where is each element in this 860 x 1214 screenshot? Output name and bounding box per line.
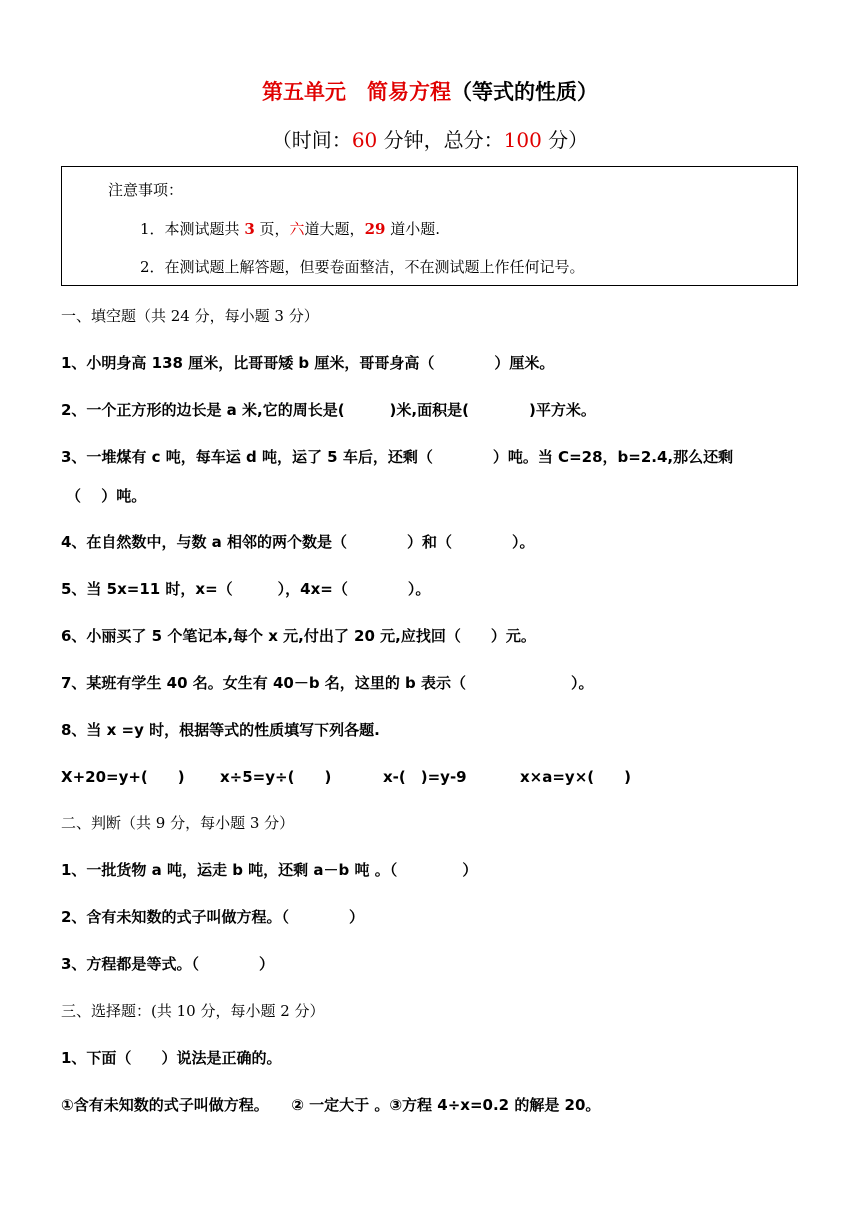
choice-1-options: ①含有未知数的式子叫做方程。 ② 一定大于 。③方程 4÷x=0.2 的解是 20。 <box>61 1096 601 1114</box>
question-6: 6、小丽买了 5 个笔记本,每个 x 元,付出了 20 元,应找回（ ）元。 <box>61 627 536 645</box>
question-8-item: x-( )=y-9 <box>383 768 467 786</box>
question-8: 8、当 x =y 时，根据等式的性质填写下列各题. <box>61 721 380 739</box>
exam-info-text: （时间： <box>271 128 352 152</box>
question-5: 5、当 5x=11 时，x=（ ），4x=（ ）。 <box>61 580 431 598</box>
exam-info <box>0 124 860 153</box>
notice-text: 道小题. <box>385 220 440 238</box>
exam-info-text: 分钟，总分： <box>377 128 504 152</box>
notice-text: 页， <box>254 220 290 238</box>
notice-item-2: 2．在测试题上解答题，但要卷面整洁，不在测试题上作任何记号。 <box>140 258 585 276</box>
page-title <box>0 76 860 106</box>
page-count: 3 <box>244 220 255 238</box>
question-8-item: x×a=y×( ) <box>520 768 631 786</box>
judge-3: 3、方程都是等式。（ ） <box>61 955 274 973</box>
question-8-item: x÷5=y÷( ) <box>220 768 332 786</box>
judge-1: 1、一批货物 a 吨，运走 b 吨，还剩 a－b 吨 。（ ） <box>61 861 478 879</box>
section-heading-2: 二、判断（共 9 分，每小题 3 分） <box>61 814 295 832</box>
question-3-cont: （ ）吨。 <box>66 487 147 505</box>
notice-box <box>61 166 798 286</box>
score-value: 100 <box>503 128 542 152</box>
question-7: 7、某班有学生 40 名。女生有 40－b 名，这里的 b 表示（ ）。 <box>61 674 594 692</box>
question-3: 3、一堆煤有 c 吨，每车运 d 吨，运了 5 车后，还剩（ ）吨。当 C=28，b=2.4,那么还剩 <box>61 448 734 466</box>
notice-text: 1．本测试题共 <box>140 220 245 238</box>
title-main: 第五单元 简易方程 <box>262 80 451 104</box>
question-2: 2、一个正方形的边长是 a 米,它的周长是( )米,面积是( )平方米。 <box>61 401 596 419</box>
section-heading-1: 一、填空题（共 24 分，每小题 3 分） <box>61 307 319 325</box>
question-count: 29 <box>364 220 386 238</box>
question-8-item: X+20=y+( ) <box>61 768 185 786</box>
question-4: 4、在自然数中，与数 a 相邻的两个数是（ ）和（ ）。 <box>61 533 535 551</box>
notice-heading: 注意事项： <box>108 181 184 199</box>
notice-item-1 <box>140 218 440 239</box>
section-count: 六 <box>289 220 305 238</box>
choice-1: 1、下面（ ）说法是正确的。 <box>61 1049 282 1067</box>
question-1: 1、小明身高 138 厘米，比哥哥矮 b 厘米，哥哥身高（ ）厘米。 <box>61 354 555 372</box>
section-heading-3: 三、选择题：(共 10 分，每小题 2 分） <box>61 1002 325 1020</box>
notice-text: 道大题， <box>304 220 365 238</box>
judge-2: 2、含有未知数的式子叫做方程。（ ） <box>61 908 364 926</box>
title-tail: （等式的性质） <box>451 80 598 104</box>
time-value: 60 <box>351 128 378 152</box>
exam-info-text: 分） <box>541 128 589 152</box>
